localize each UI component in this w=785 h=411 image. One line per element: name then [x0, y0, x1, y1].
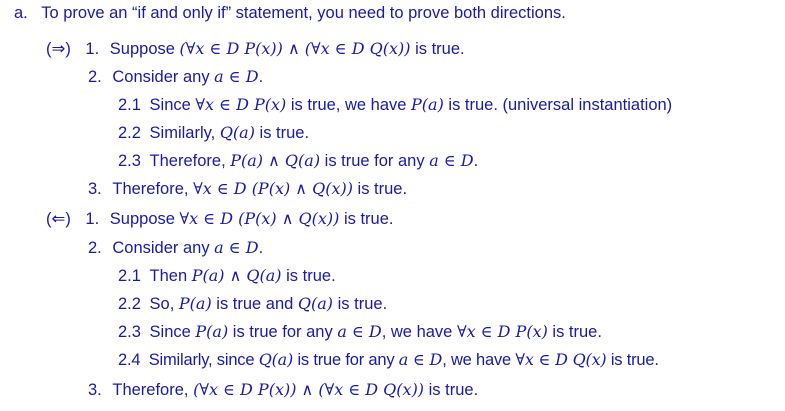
step-number: 2. — [88, 239, 102, 257]
math-expression: P(a) — [195, 322, 229, 341]
step-text: , we have — [442, 351, 516, 369]
direction-backward: (⇐) — [46, 210, 71, 228]
step-text: So, — [149, 295, 179, 313]
step-text: is true and — [211, 295, 298, 313]
intro-text: To prove an “if and only if” statement, you need to prove both directions. — [41, 4, 566, 22]
step-text: is true for any — [228, 323, 338, 341]
math-expression: ∀x ∈ D Q(x) — [515, 350, 607, 369]
math-expression: a ∈ D — [337, 322, 382, 341]
backward-step-2 — [88, 237, 263, 259]
step-number: 1. — [85, 40, 100, 58]
forward-step-2 — [88, 66, 263, 88]
step-text: Consider any — [112, 239, 215, 257]
step-number: 3. — [88, 381, 102, 399]
math-expression: a ∈ D — [429, 151, 474, 170]
forward-step-2-3 — [118, 150, 478, 172]
step-number: 2.1 — [118, 96, 141, 114]
math-expression: P(a) — [178, 294, 212, 313]
step-text: is true for any — [293, 351, 399, 369]
step-text: is true. — [333, 295, 388, 313]
math-expression: a ∈ D — [214, 238, 259, 257]
forward-step-2-1 — [118, 94, 672, 116]
forward-step-3 — [88, 178, 407, 200]
step-text: , we have — [381, 323, 457, 341]
step-text: Similarly, — [149, 124, 220, 142]
step-text: is true, we have — [286, 96, 412, 114]
backward-step-2-4 — [118, 349, 659, 371]
step-text: Therefore, — [112, 381, 194, 399]
math-expression: a ∈ D — [214, 67, 259, 86]
step-text: is true. — [410, 40, 465, 58]
math-expression: a ∈ D — [398, 350, 443, 369]
step-text: Since — [149, 323, 196, 341]
step-text: . — [258, 239, 264, 257]
math-expression: ∀x ∈ D P(x) — [195, 95, 287, 114]
step-text: is true. — [547, 323, 602, 341]
direction-forward: (⇒) — [46, 40, 71, 58]
step-text: is true for any — [320, 152, 430, 170]
backward-step-1 — [46, 208, 394, 230]
step-text: Therefore, — [149, 152, 231, 170]
step-text: Similarly, since — [148, 351, 259, 369]
math-expression: ∀x ∈ D (P(x) ∧ Q(x)) — [193, 179, 353, 198]
step-number: 2. — [88, 68, 102, 86]
step-number: 3. — [88, 180, 102, 198]
step-text: Since — [149, 96, 196, 114]
backward-step-3 — [88, 379, 478, 401]
backward-step-2-3 — [118, 321, 602, 343]
step-text: Consider any — [112, 68, 215, 86]
step-text: Suppose — [109, 40, 180, 58]
step-number: 1. — [85, 210, 100, 228]
step-text: Therefore, — [112, 180, 194, 198]
math-expression: P(a) ∧ Q(a) — [191, 266, 282, 285]
step-text: . — [473, 152, 479, 170]
step-number: 2.3 — [118, 323, 141, 341]
proof-intro — [14, 2, 566, 24]
step-text: is true. — [339, 210, 394, 228]
step-text: is true. — [606, 351, 659, 369]
backward-step-2-1 — [118, 265, 336, 287]
step-text: is true. — [254, 124, 310, 142]
step-text: Then — [149, 267, 192, 285]
step-number: 2.4 — [118, 351, 141, 369]
math-expression: P(a) — [411, 95, 444, 114]
math-expression: ∀x ∈ D P(x) — [456, 322, 548, 341]
step-number: 2.3 — [118, 152, 141, 170]
step-text: is true. — [424, 381, 479, 399]
math-expression: Q(a) — [219, 123, 255, 142]
forward-step-2-2 — [118, 122, 309, 144]
step-text: Suppose — [109, 210, 180, 228]
math-expression: (∀x ∈ D P(x)) ∧ (∀x ∈ D Q(x)) — [179, 39, 411, 58]
math-expression: (∀x ∈ D P(x)) ∧ (∀x ∈ D Q(x)) — [193, 380, 425, 399]
step-text: . — [258, 68, 264, 86]
math-expression: Q(a) — [297, 294, 334, 313]
step-text: is true. (universal instantiation) — [443, 96, 673, 114]
step-number: 2.2 — [118, 124, 141, 142]
step-number: 2.1 — [118, 267, 141, 285]
step-text: is true. — [281, 267, 336, 285]
forward-step-1 — [46, 38, 465, 60]
backward-step-2-2 — [118, 293, 387, 315]
step-text: is true. — [352, 180, 408, 198]
math-expression: Q(a) — [258, 350, 294, 369]
math-expression: P(a) ∧ Q(a) — [230, 151, 321, 170]
math-expression: ∀x ∈ D (P(x) ∧ Q(x)) — [179, 209, 340, 228]
step-number: 2.2 — [118, 295, 141, 313]
item-label: a. — [14, 4, 28, 22]
